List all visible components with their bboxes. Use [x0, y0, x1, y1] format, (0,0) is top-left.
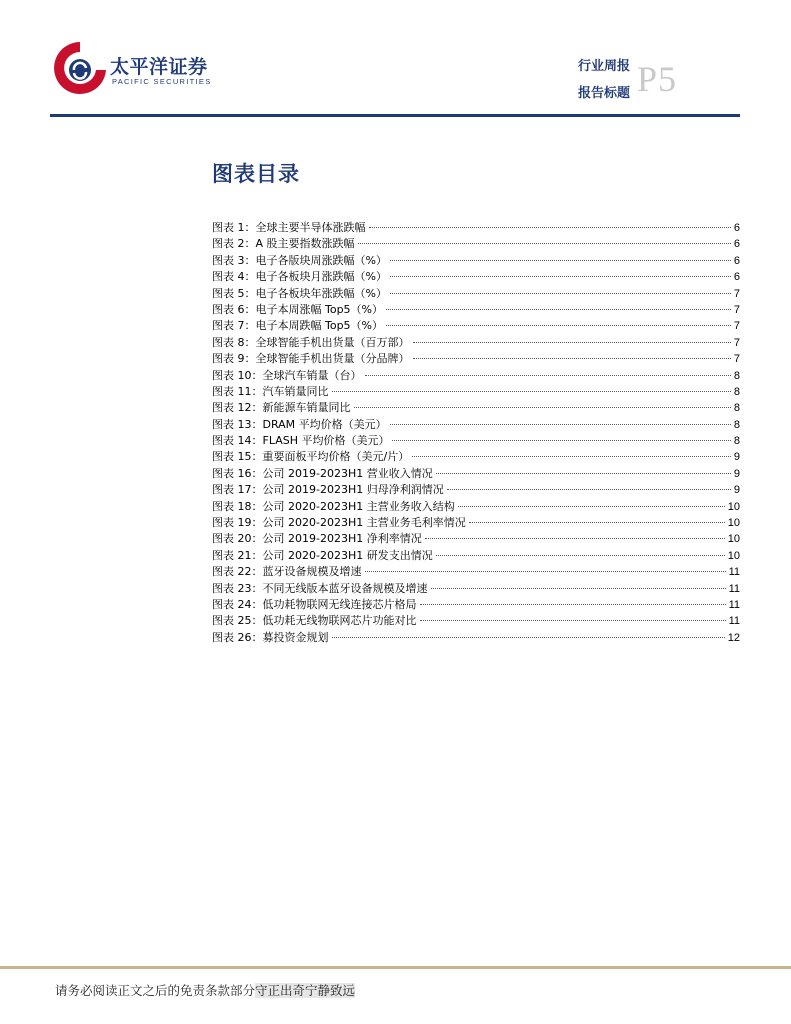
toc-dot-leader: [365, 375, 731, 376]
toc-dot-leader: [447, 489, 731, 490]
toc-entry-label[interactable]: 图表 6：电子本周涨幅 Top5（%）: [212, 302, 384, 316]
toc-entry-label[interactable]: 图表 19：公司 2020-2023H1 主营业务毛利率情况: [212, 516, 466, 530]
toc-dot-leader: [386, 325, 731, 326]
toc-dot-leader: [469, 522, 725, 523]
toc-entry-label[interactable]: 图表 18：公司 2020-2023H1 主营业务收入结构: [212, 499, 455, 513]
toc-entry[interactable]: [212, 351, 740, 367]
toc-entry-label[interactable]: 图表 16：公司 2019-2023H1 营业收入情况: [212, 466, 433, 480]
toc-entry-page[interactable]: 7: [733, 353, 740, 366]
toc-dot-leader: [332, 391, 731, 392]
toc-entry-page[interactable]: 12: [727, 631, 740, 644]
toc-entry[interactable]: [212, 286, 740, 302]
toc-entry-label[interactable]: 图表 12：新能源车销量同比: [212, 401, 351, 415]
toc-entry-label[interactable]: 图表 24：低功耗物联网无线连接芯片格局: [212, 597, 417, 611]
toc-dot-leader: [390, 260, 731, 261]
toc-entry-label[interactable]: 图表 9：全球智能手机出货量（分品牌）: [212, 352, 410, 366]
toc-entry-page[interactable]: 10: [727, 549, 740, 562]
toc-dot-leader: [369, 227, 731, 228]
toc-entry[interactable]: [212, 515, 740, 531]
toc-entry[interactable]: [212, 482, 740, 498]
toc-entry-label[interactable]: 图表 17：公司 2019-2023H1 归母净利润情况: [212, 483, 444, 497]
toc-entry-page[interactable]: 8: [733, 369, 740, 382]
toc-entry[interactable]: [212, 433, 740, 449]
toc-dot-leader: [332, 637, 725, 638]
footer-disclaimer: 请务必阅读正文之后的免责条款部分: [55, 983, 256, 998]
toc-entry-label[interactable]: 图表 7：电子本周跌幅 Top5（%）: [212, 319, 384, 333]
toc-entry[interactable]: [212, 548, 740, 564]
toc-entry[interactable]: [212, 417, 740, 433]
toc-entry[interactable]: [212, 630, 740, 646]
toc-entry-page[interactable]: 6: [733, 271, 740, 284]
report-type: 行业周报: [578, 59, 631, 74]
toc-entry[interactable]: [212, 253, 740, 269]
toc-entry[interactable]: [212, 597, 740, 613]
toc-entry-page[interactable]: 7: [733, 336, 740, 349]
toc-entry-page[interactable]: 6: [733, 238, 740, 251]
toc-entry-label[interactable]: 图表 25：低功耗无线物联网芯片功能对比: [212, 614, 417, 628]
toc-entry-label[interactable]: 图表 26：募投资金规划: [212, 630, 329, 644]
toc-entry[interactable]: [212, 613, 740, 629]
logo-english-name: PACIFIC SECURITIES: [112, 77, 212, 86]
toc-dot-leader: [431, 588, 726, 589]
toc-dot-leader: [436, 473, 731, 474]
toc-dot-leader: [365, 571, 726, 572]
toc-list: [212, 220, 740, 646]
toc-dot-leader: [390, 424, 731, 425]
company-logo: [50, 38, 210, 98]
toc-entry-page[interactable]: 8: [733, 418, 740, 431]
toc-entry-page[interactable]: 10: [727, 500, 740, 513]
toc-entry-page[interactable]: 8: [733, 435, 740, 448]
toc-entry-page[interactable]: 8: [733, 402, 740, 415]
toc-dot-leader: [420, 620, 726, 621]
logo-chinese-name: 太平洋证券: [110, 56, 208, 78]
toc-entry[interactable]: [212, 466, 740, 482]
toc-entry[interactable]: [212, 400, 740, 416]
toc-entry-label[interactable]: 图表 4：电子各板块月涨跌幅（%）: [212, 270, 387, 284]
toc-entry[interactable]: [212, 581, 740, 597]
toc-entry-label[interactable]: 图表 13：DRAM 平均价格（美元）: [212, 417, 387, 431]
toc-entry[interactable]: [212, 318, 740, 334]
footer-divider: [0, 966, 791, 969]
toc-dot-leader: [425, 538, 725, 539]
toc-dot-leader: [436, 555, 725, 556]
toc-entry-label[interactable]: 图表 21：公司 2020-2023H1 研发支出情况: [212, 548, 433, 562]
toc-entry[interactable]: [212, 302, 740, 318]
toc-entry-page[interactable]: 6: [733, 254, 740, 267]
toc-entry-label[interactable]: 图表 22：蓝牙设备规模及增速: [212, 565, 362, 579]
toc-entry[interactable]: [212, 368, 740, 384]
toc-entry-page[interactable]: 6: [733, 222, 740, 234]
toc-entry[interactable]: [212, 499, 740, 515]
toc-entry-page[interactable]: 7: [733, 303, 740, 316]
toc-entry-page[interactable]: 10: [727, 517, 740, 530]
header-divider: [50, 114, 740, 117]
toc-dot-leader: [413, 342, 731, 343]
toc-dot-leader: [392, 440, 730, 441]
toc-dot-leader: [458, 506, 725, 507]
toc-entry-label[interactable]: 图表 2：A 股主要指数涨跌幅: [212, 237, 355, 251]
toc-entry-label[interactable]: 图表 1：全球主要半导体涨跌幅: [212, 221, 366, 234]
toc-entry-label[interactable]: 图表 14：FLASH 平均价格（美元）: [212, 434, 390, 448]
toc-entry-label[interactable]: 图表 20：公司 2019-2023H1 净利率情况: [212, 532, 422, 546]
pacific-securities-logo-icon: [50, 38, 110, 98]
toc-dot-leader: [386, 309, 731, 310]
toc-entry-label[interactable]: 图表 5：电子各板块年涨跌幅（%）: [212, 286, 387, 300]
toc-entry[interactable]: [212, 384, 740, 400]
toc-entry-page[interactable]: 8: [733, 385, 740, 398]
toc-entry[interactable]: [212, 564, 740, 580]
report-title: 报告标题: [578, 86, 631, 101]
toc-entry-label[interactable]: 图表 8：全球智能手机出货量（百万部）: [212, 335, 410, 349]
toc-entry-label[interactable]: 图表 11：汽车销量同比: [212, 384, 329, 398]
toc-entry-label[interactable]: 图表 23：不同无线版本蓝牙设备规模及增速: [212, 581, 428, 595]
footer-text: [55, 981, 355, 999]
page-number: P5: [637, 59, 678, 99]
toc-entry[interactable]: [212, 531, 740, 547]
toc-dot-leader: [354, 407, 731, 408]
toc-dot-leader: [413, 358, 731, 359]
toc-entry-page[interactable]: 9: [733, 451, 740, 464]
toc-dot-leader: [390, 293, 731, 294]
toc-entry-page[interactable]: 9: [733, 467, 740, 480]
toc-dot-leader: [412, 456, 731, 457]
toc-entry-page[interactable]: 11: [728, 582, 740, 595]
toc-entry[interactable]: [212, 236, 740, 252]
toc-entry-label[interactable]: 图表 10：全球汽车销量（台）: [212, 368, 362, 382]
toc-dot-leader: [358, 243, 731, 244]
toc-entry-page[interactable]: 10: [727, 533, 740, 546]
toc-dot-leader: [390, 276, 731, 277]
toc-entry[interactable]: [212, 269, 740, 285]
toc-entry[interactable]: [212, 335, 740, 351]
toc-title: 图表目录: [212, 162, 300, 186]
toc-entry-label[interactable]: 图表 15：重要面板平均价格（美元/片）: [212, 450, 410, 464]
toc-entry-page[interactable]: 7: [733, 320, 740, 333]
toc-entry-page[interactable]: 11: [728, 598, 740, 611]
toc-entry[interactable]: [212, 449, 740, 465]
toc-entry-page[interactable]: 9: [733, 484, 740, 497]
toc-dot-leader: [420, 604, 726, 605]
footer-motto: 守正出奇宁静致远: [255, 983, 356, 998]
toc-entry-page[interactable]: 11: [728, 615, 740, 628]
toc-entry[interactable]: [212, 220, 740, 236]
toc-entry-page[interactable]: 11: [728, 566, 740, 579]
toc-entry-label[interactable]: 图表 3：电子各版块周涨跌幅（%）: [212, 253, 387, 267]
toc-entry-page[interactable]: 7: [733, 287, 740, 300]
